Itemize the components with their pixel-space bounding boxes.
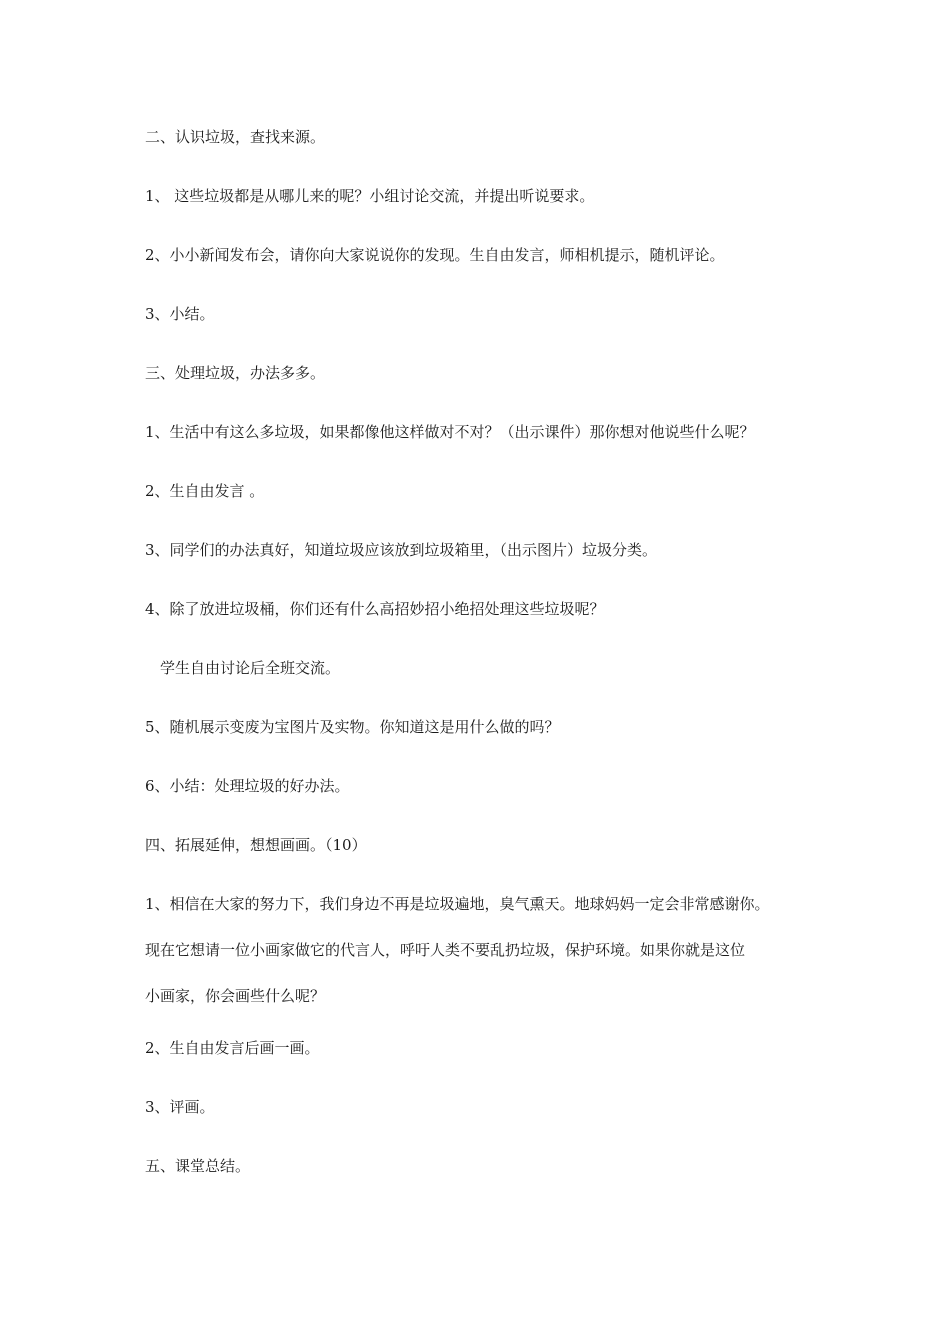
list-item: 2、生自由发言 。 bbox=[145, 482, 265, 500]
list-item: 3、同学们的办法真好，知道垃圾应该放到垃圾箱里，（出示图片）垃圾分类。 bbox=[145, 541, 658, 559]
paragraph-line: 1、相信在大家的努力下，我们身边不再是垃圾遍地，臭气熏天。地球妈妈一定会非常感谢你。 bbox=[145, 895, 770, 913]
list-item: 6、小结：处理垃圾的好办法。 bbox=[145, 777, 350, 795]
section-heading-2: 二、认识垃圾，查找来源。 bbox=[145, 128, 326, 146]
list-item: 2、小小新闻发布会，请你向大家说说你的发现。生自由发言，师相机提示，随机评论。 bbox=[145, 246, 725, 264]
indented-note: 学生自由讨论后全班交流。 bbox=[160, 659, 341, 677]
section-heading-3: 三、处理垃圾，办法多多。 bbox=[145, 364, 326, 382]
list-item: 3、评画。 bbox=[145, 1098, 215, 1116]
paragraph bbox=[145, 894, 810, 1032]
paragraph-line: 现在它想请一位小画家做它的代言人，呼吁人类不要乱扔垃圾，保护环境。如果你就是这位 bbox=[145, 941, 746, 959]
paragraph-line: 小画家，你会画些什么呢？ bbox=[145, 987, 326, 1005]
list-item: 1、生活中有这么多垃圾，如果都像他这样做对不对？（出示课件）那你想对他说些什么呢？ bbox=[145, 423, 755, 441]
list-item: 3、小结。 bbox=[145, 305, 215, 323]
list-item: 2、生自由发言后画一画。 bbox=[145, 1039, 320, 1057]
list-item: 4、除了放进垃圾桶，你们还有什么高招妙招小绝招处理这些垃圾呢？ bbox=[145, 600, 605, 618]
list-item: 5、随机展示变废为宝图片及实物。你知道这是用什么做的吗？ bbox=[145, 718, 560, 736]
section-heading-4: 四、拓展延伸，想想画画。（10） bbox=[145, 836, 367, 854]
list-item: 1、 这些垃圾都是从哪儿来的呢？小组讨论交流，并提出听说要求。 bbox=[145, 187, 595, 205]
section-heading-5: 五、课堂总结。 bbox=[145, 1157, 251, 1175]
